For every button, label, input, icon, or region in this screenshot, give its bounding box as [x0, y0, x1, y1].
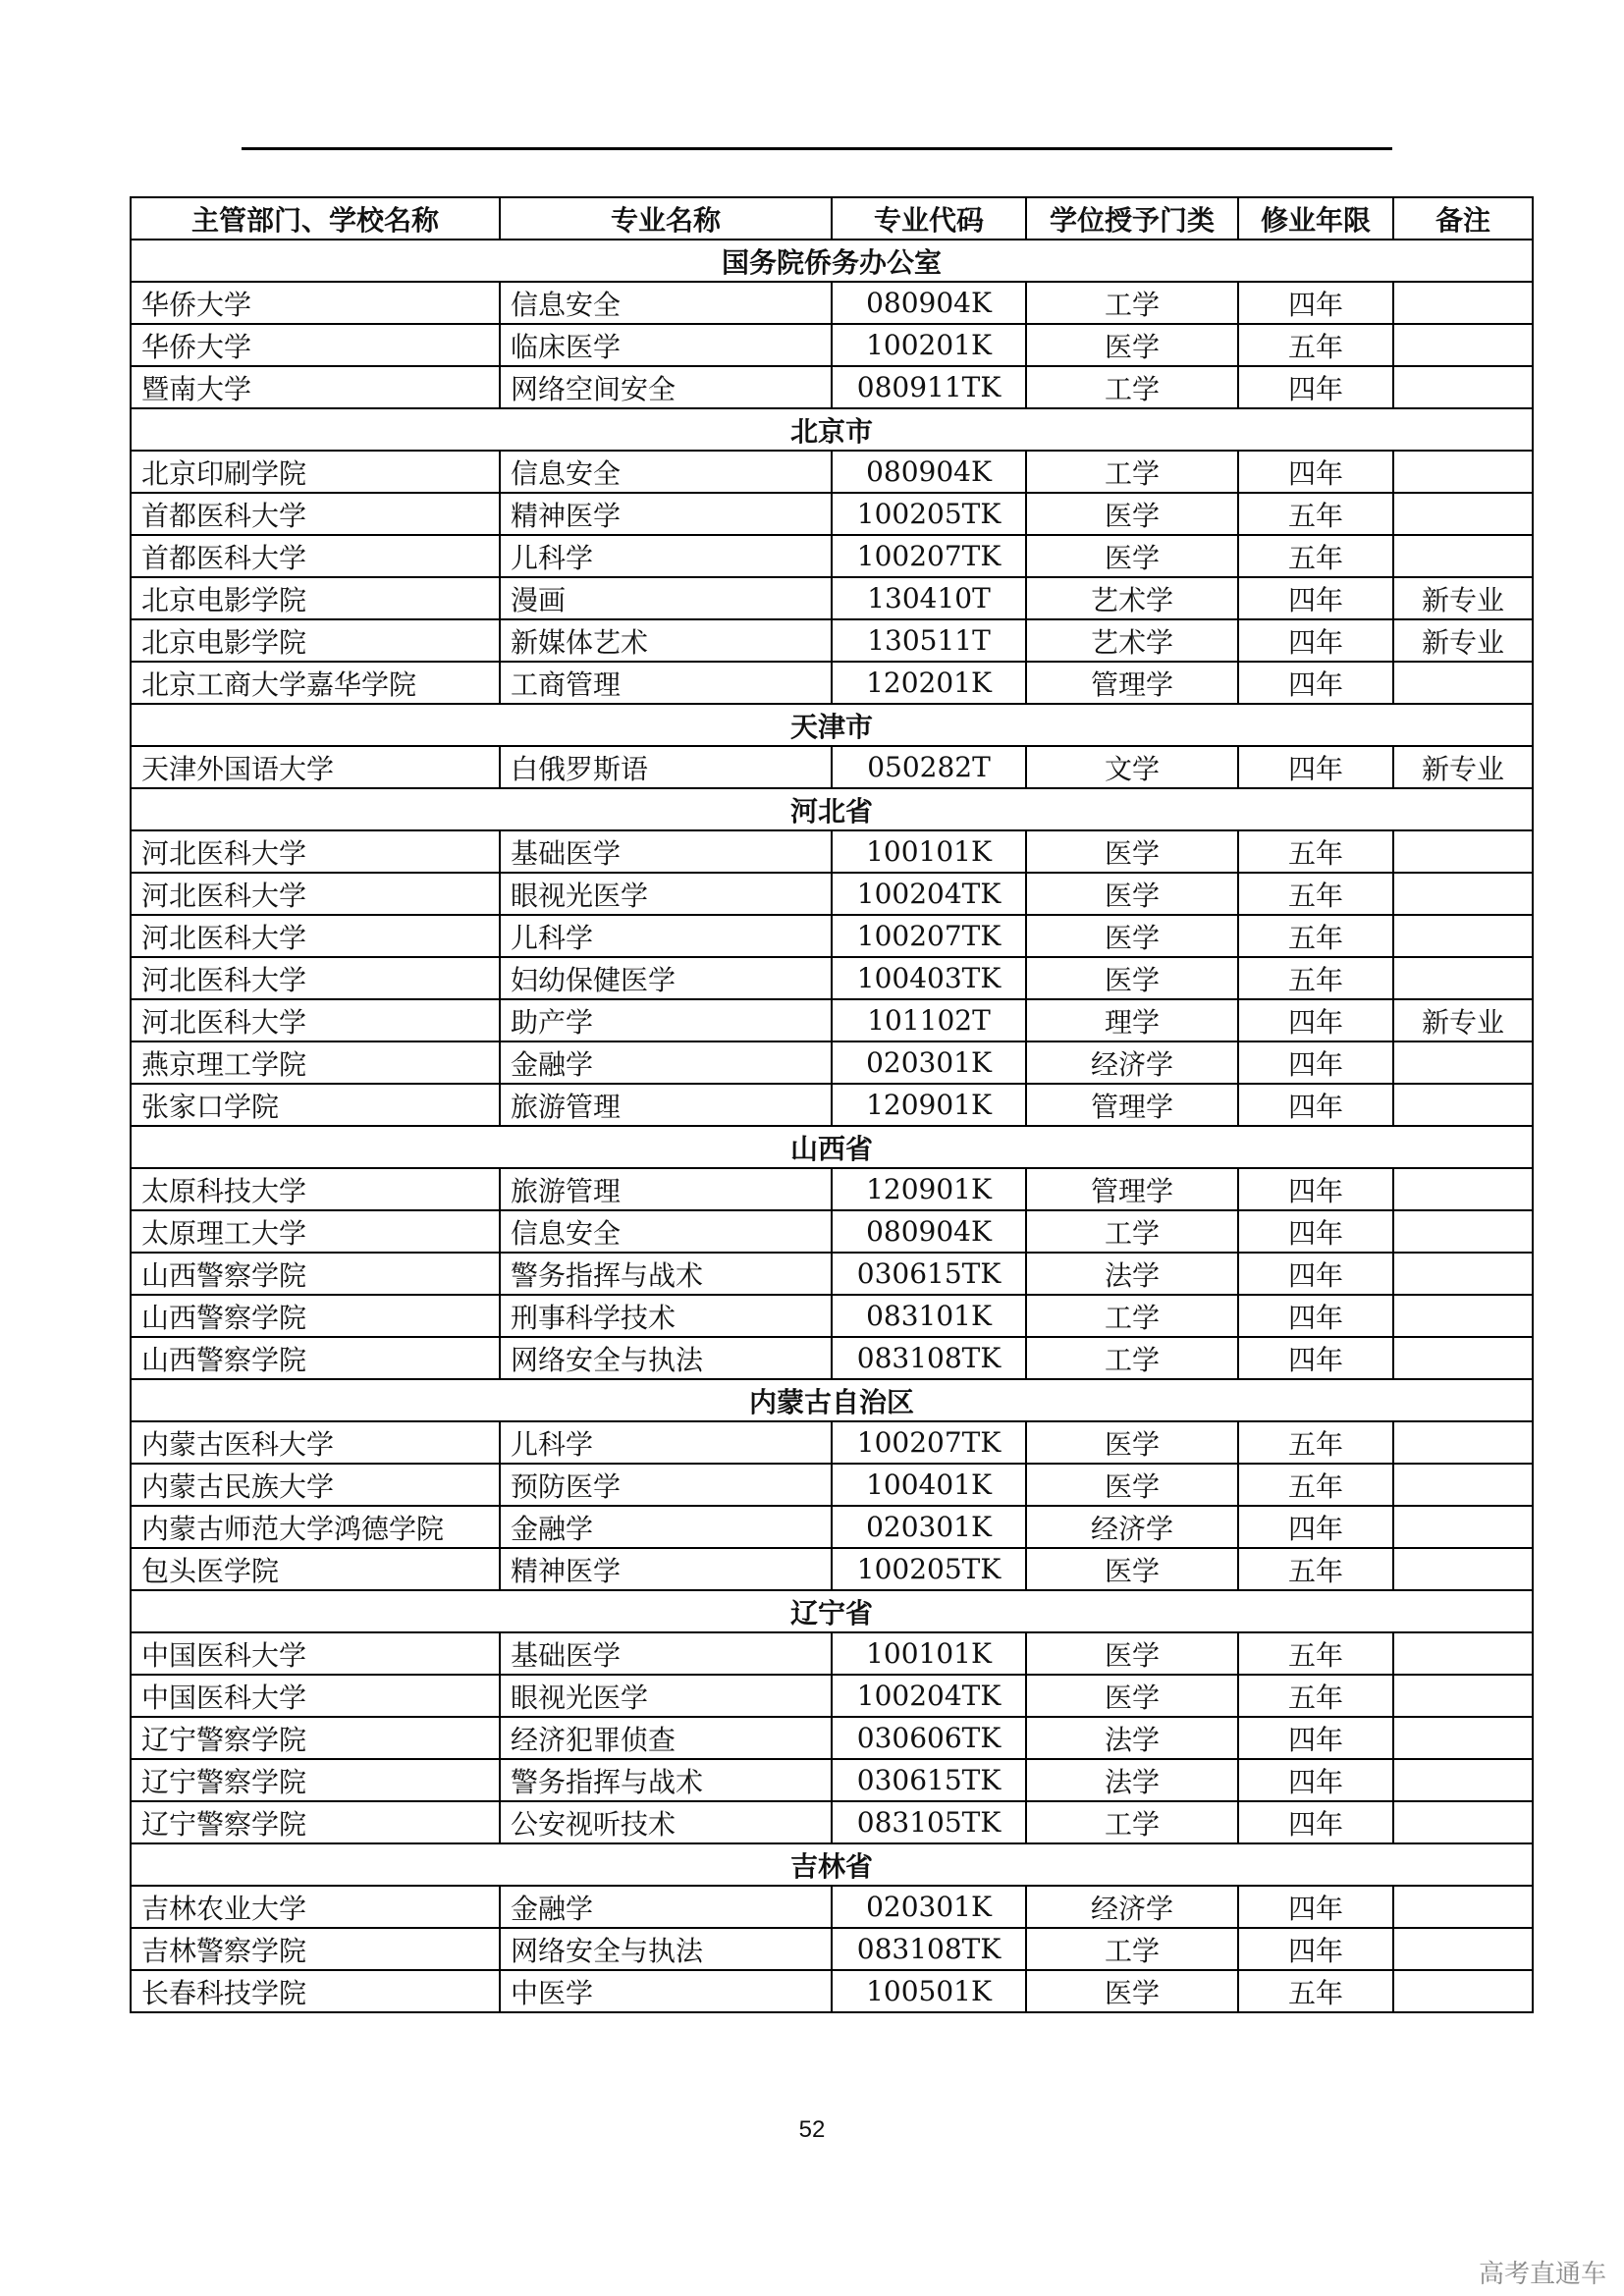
table-header-row	[131, 197, 1533, 240]
major-cell: 网络空间安全	[500, 366, 832, 408]
group-row	[131, 788, 1533, 830]
major-cell: 警务指挥与战术	[500, 1253, 832, 1295]
table-row	[131, 1041, 1533, 1084]
group-title: 内蒙古自治区	[131, 1379, 1533, 1421]
table-row	[131, 1464, 1533, 1506]
major-cell: 旅游管理	[500, 1084, 832, 1126]
header-code: 专业代码	[832, 197, 1026, 240]
code-cell: 100207TK	[832, 1421, 1026, 1464]
school-cell: 北京电影学院	[131, 577, 500, 619]
major-cell: 金融学	[500, 1506, 832, 1548]
school-cell: 华侨大学	[131, 324, 500, 366]
degree-cell: 经济学	[1026, 1041, 1238, 1084]
code-cell: 100207TK	[832, 535, 1026, 577]
note-cell	[1393, 493, 1533, 535]
years-cell: 五年	[1238, 1548, 1393, 1590]
code-cell: 100205TK	[832, 493, 1026, 535]
code-cell: 083108TK	[832, 1928, 1026, 1970]
note-cell	[1393, 1801, 1533, 1843]
group-title: 国务院侨务办公室	[131, 240, 1533, 282]
code-cell: 100101K	[832, 830, 1026, 873]
major-cell: 中医学	[500, 1970, 832, 2012]
note-cell	[1393, 324, 1533, 366]
school-cell: 内蒙古医科大学	[131, 1421, 500, 1464]
code-cell: 083101K	[832, 1295, 1026, 1337]
header-note: 备注	[1393, 197, 1533, 240]
school-cell: 北京印刷学院	[131, 451, 500, 493]
major-cell: 漫画	[500, 577, 832, 619]
years-cell: 五年	[1238, 1675, 1393, 1717]
code-cell: 020301K	[832, 1886, 1026, 1928]
table-row	[131, 493, 1533, 535]
table-row	[131, 451, 1533, 493]
school-cell: 辽宁警察学院	[131, 1717, 500, 1759]
table-body	[131, 240, 1533, 2012]
table-row	[131, 746, 1533, 788]
major-cell: 旅游管理	[500, 1168, 832, 1210]
group-row	[131, 1590, 1533, 1632]
note-cell	[1393, 830, 1533, 873]
table-row	[131, 282, 1533, 324]
code-cell: 030615TK	[832, 1253, 1026, 1295]
note-cell: 新专业	[1393, 999, 1533, 1041]
school-cell: 河北医科大学	[131, 999, 500, 1041]
years-cell: 四年	[1238, 1210, 1393, 1253]
major-cell: 儿科学	[500, 535, 832, 577]
school-cell: 内蒙古民族大学	[131, 1464, 500, 1506]
years-cell: 四年	[1238, 619, 1393, 662]
major-cell: 金融学	[500, 1886, 832, 1928]
table-row	[131, 1632, 1533, 1675]
page-number: 52	[798, 2116, 826, 2143]
degree-cell: 工学	[1026, 1210, 1238, 1253]
degree-cell: 工学	[1026, 1801, 1238, 1843]
years-cell: 四年	[1238, 1337, 1393, 1379]
degree-cell: 管理学	[1026, 1168, 1238, 1210]
note-cell	[1393, 1632, 1533, 1675]
note-cell	[1393, 1928, 1533, 1970]
school-cell: 首都医科大学	[131, 493, 500, 535]
watermark: 高考直通车	[1478, 2260, 1606, 2289]
degree-cell: 理学	[1026, 999, 1238, 1041]
group-title: 辽宁省	[131, 1590, 1533, 1632]
code-cell: 120901K	[832, 1084, 1026, 1126]
years-cell: 四年	[1238, 1295, 1393, 1337]
code-cell: 100401K	[832, 1464, 1026, 1506]
years-cell: 四年	[1238, 1759, 1393, 1801]
note-cell	[1393, 451, 1533, 493]
table-row	[131, 1168, 1533, 1210]
code-cell: 100501K	[832, 1970, 1026, 2012]
header-school: 主管部门、学校名称	[131, 197, 500, 240]
note-cell	[1393, 662, 1533, 704]
table-row	[131, 619, 1533, 662]
major-cell: 网络安全与执法	[500, 1337, 832, 1379]
group-row	[131, 1379, 1533, 1421]
school-cell: 长春科技学院	[131, 1970, 500, 2012]
school-cell: 吉林警察学院	[131, 1928, 500, 1970]
major-cell: 新媒体艺术	[500, 619, 832, 662]
school-cell: 山西警察学院	[131, 1337, 500, 1379]
table-row	[131, 1886, 1533, 1928]
degree-cell: 法学	[1026, 1717, 1238, 1759]
code-cell: 080911TK	[832, 366, 1026, 408]
code-cell: 100204TK	[832, 1675, 1026, 1717]
degree-cell: 工学	[1026, 1928, 1238, 1970]
code-cell: 100403TK	[832, 957, 1026, 999]
school-cell: 天津外国语大学	[131, 746, 500, 788]
years-cell: 五年	[1238, 1970, 1393, 2012]
header-major: 专业名称	[500, 197, 832, 240]
school-cell: 山西警察学院	[131, 1295, 500, 1337]
school-cell: 辽宁警察学院	[131, 1801, 500, 1843]
code-cell: 020301K	[832, 1041, 1026, 1084]
table-row	[131, 577, 1533, 619]
note-cell	[1393, 1548, 1533, 1590]
school-cell: 河北医科大学	[131, 957, 500, 999]
table-row	[131, 1421, 1533, 1464]
years-cell: 五年	[1238, 535, 1393, 577]
degree-cell: 艺术学	[1026, 577, 1238, 619]
degree-cell: 医学	[1026, 957, 1238, 999]
table-row	[131, 1295, 1533, 1337]
note-cell	[1393, 1253, 1533, 1295]
major-cell: 预防医学	[500, 1464, 832, 1506]
years-cell: 四年	[1238, 1041, 1393, 1084]
major-cell: 警务指挥与战术	[500, 1759, 832, 1801]
school-cell: 包头医学院	[131, 1548, 500, 1590]
group-title: 北京市	[131, 408, 1533, 451]
degree-cell: 文学	[1026, 746, 1238, 788]
years-cell: 四年	[1238, 662, 1393, 704]
years-cell: 四年	[1238, 1084, 1393, 1126]
school-cell: 张家口学院	[131, 1084, 500, 1126]
group-title: 河北省	[131, 788, 1533, 830]
code-cell: 120201K	[832, 662, 1026, 704]
code-cell: 120901K	[832, 1168, 1026, 1210]
code-cell: 101102T	[832, 999, 1026, 1041]
group-row	[131, 240, 1533, 282]
note-cell	[1393, 1210, 1533, 1253]
degree-cell: 医学	[1026, 1421, 1238, 1464]
degree-cell: 医学	[1026, 873, 1238, 915]
degree-cell: 医学	[1026, 1464, 1238, 1506]
table-row	[131, 957, 1533, 999]
school-cell: 河北医科大学	[131, 873, 500, 915]
years-cell: 四年	[1238, 746, 1393, 788]
major-cell: 信息安全	[500, 282, 832, 324]
school-cell: 北京电影学院	[131, 619, 500, 662]
major-cell: 刑事科学技术	[500, 1295, 832, 1337]
degree-cell: 工学	[1026, 1337, 1238, 1379]
years-cell: 五年	[1238, 1632, 1393, 1675]
school-cell: 燕京理工学院	[131, 1041, 500, 1084]
degree-cell: 法学	[1026, 1759, 1238, 1801]
years-cell: 四年	[1238, 1886, 1393, 1928]
years-cell: 四年	[1238, 1928, 1393, 1970]
note-cell	[1393, 1970, 1533, 2012]
major-cell: 信息安全	[500, 1210, 832, 1253]
table-row	[131, 535, 1533, 577]
group-title: 天津市	[131, 704, 1533, 746]
degree-cell: 医学	[1026, 493, 1238, 535]
note-cell	[1393, 1421, 1533, 1464]
table-row	[131, 999, 1533, 1041]
note-cell	[1393, 1759, 1533, 1801]
note-cell	[1393, 1084, 1533, 1126]
years-cell: 四年	[1238, 1801, 1393, 1843]
major-cell: 眼视光医学	[500, 873, 832, 915]
code-cell: 080904K	[832, 451, 1026, 493]
code-cell: 100201K	[832, 324, 1026, 366]
years-cell: 四年	[1238, 1253, 1393, 1295]
major-cell: 工商管理	[500, 662, 832, 704]
major-cell: 助产学	[500, 999, 832, 1041]
note-cell	[1393, 1041, 1533, 1084]
note-cell	[1393, 873, 1533, 915]
group-title: 吉林省	[131, 1843, 1533, 1886]
years-cell: 五年	[1238, 915, 1393, 957]
degree-cell: 医学	[1026, 535, 1238, 577]
table-row	[131, 1210, 1533, 1253]
code-cell: 020301K	[832, 1506, 1026, 1548]
school-cell: 首都医科大学	[131, 535, 500, 577]
note-cell	[1393, 1168, 1533, 1210]
years-cell: 四年	[1238, 451, 1393, 493]
school-cell: 河北医科大学	[131, 830, 500, 873]
years-cell: 五年	[1238, 873, 1393, 915]
note-cell	[1393, 1506, 1533, 1548]
major-cell: 儿科学	[500, 915, 832, 957]
note-cell	[1393, 1717, 1533, 1759]
table-row	[131, 1337, 1533, 1379]
school-cell: 太原理工大学	[131, 1210, 500, 1253]
table-row	[131, 1084, 1533, 1126]
table-row	[131, 1801, 1533, 1843]
years-cell: 四年	[1238, 999, 1393, 1041]
major-cell: 精神医学	[500, 493, 832, 535]
degree-cell: 管理学	[1026, 662, 1238, 704]
years-cell: 四年	[1238, 1506, 1393, 1548]
table-row	[131, 1717, 1533, 1759]
note-cell: 新专业	[1393, 746, 1533, 788]
years-cell: 四年	[1238, 577, 1393, 619]
degree-cell: 艺术学	[1026, 619, 1238, 662]
header-rule	[242, 147, 1392, 150]
years-cell: 五年	[1238, 830, 1393, 873]
header-degree: 学位授予门类	[1026, 197, 1238, 240]
group-row	[131, 1126, 1533, 1168]
code-cell: 100205TK	[832, 1548, 1026, 1590]
note-cell	[1393, 957, 1533, 999]
major-cell: 网络安全与执法	[500, 1928, 832, 1970]
code-cell: 030606TK	[832, 1717, 1026, 1759]
major-cell: 金融学	[500, 1041, 832, 1084]
table-row	[131, 1675, 1533, 1717]
degree-cell: 经济学	[1026, 1886, 1238, 1928]
code-cell: 100204TK	[832, 873, 1026, 915]
degree-cell: 医学	[1026, 1632, 1238, 1675]
table-row	[131, 873, 1533, 915]
note-cell	[1393, 282, 1533, 324]
major-cell: 公安视听技术	[500, 1801, 832, 1843]
note-cell: 新专业	[1393, 619, 1533, 662]
school-cell: 暨南大学	[131, 366, 500, 408]
table-row	[131, 1759, 1533, 1801]
code-cell: 030615TK	[832, 1759, 1026, 1801]
code-cell: 100207TK	[832, 915, 1026, 957]
degree-cell: 医学	[1026, 830, 1238, 873]
note-cell	[1393, 1295, 1533, 1337]
major-cell: 精神医学	[500, 1548, 832, 1590]
group-title: 山西省	[131, 1126, 1533, 1168]
note-cell	[1393, 915, 1533, 957]
years-cell: 四年	[1238, 1168, 1393, 1210]
degree-cell: 医学	[1026, 915, 1238, 957]
code-cell: 080904K	[832, 282, 1026, 324]
years-cell: 四年	[1238, 1717, 1393, 1759]
table-row	[131, 1970, 1533, 2012]
major-cell: 基础医学	[500, 1632, 832, 1675]
code-cell: 050282T	[832, 746, 1026, 788]
majors-table	[130, 196, 1534, 2013]
note-cell	[1393, 1337, 1533, 1379]
degree-cell: 医学	[1026, 1548, 1238, 1590]
table-row	[131, 1548, 1533, 1590]
major-cell: 经济犯罪侦查	[500, 1717, 832, 1759]
years-cell: 五年	[1238, 493, 1393, 535]
years-cell: 五年	[1238, 1464, 1393, 1506]
degree-cell: 工学	[1026, 282, 1238, 324]
code-cell: 080904K	[832, 1210, 1026, 1253]
table-row	[131, 1928, 1533, 1970]
school-cell: 北京工商大学嘉华学院	[131, 662, 500, 704]
years-cell: 五年	[1238, 324, 1393, 366]
school-cell: 辽宁警察学院	[131, 1759, 500, 1801]
school-cell: 山西警察学院	[131, 1253, 500, 1295]
major-cell: 临床医学	[500, 324, 832, 366]
school-cell: 华侨大学	[131, 282, 500, 324]
note-cell	[1393, 1675, 1533, 1717]
degree-cell: 医学	[1026, 1675, 1238, 1717]
years-cell: 四年	[1238, 282, 1393, 324]
school-cell: 内蒙古师范大学鸿德学院	[131, 1506, 500, 1548]
note-cell	[1393, 366, 1533, 408]
major-cell: 基础医学	[500, 830, 832, 873]
note-cell	[1393, 535, 1533, 577]
code-cell: 083105TK	[832, 1801, 1026, 1843]
degree-cell: 管理学	[1026, 1084, 1238, 1126]
major-cell: 妇幼保健医学	[500, 957, 832, 999]
major-cell: 信息安全	[500, 451, 832, 493]
code-cell: 083108TK	[832, 1337, 1026, 1379]
degree-cell: 医学	[1026, 1970, 1238, 2012]
group-row	[131, 704, 1533, 746]
school-cell: 中国医科大学	[131, 1675, 500, 1717]
years-cell: 五年	[1238, 1421, 1393, 1464]
degree-cell: 工学	[1026, 1295, 1238, 1337]
school-cell: 河北医科大学	[131, 915, 500, 957]
school-cell: 太原科技大学	[131, 1168, 500, 1210]
years-cell: 五年	[1238, 957, 1393, 999]
major-cell: 白俄罗斯语	[500, 746, 832, 788]
degree-cell: 法学	[1026, 1253, 1238, 1295]
degree-cell: 工学	[1026, 366, 1238, 408]
code-cell: 100101K	[832, 1632, 1026, 1675]
degree-cell: 经济学	[1026, 1506, 1238, 1548]
note-cell: 新专业	[1393, 577, 1533, 619]
table-row	[131, 915, 1533, 957]
group-row	[131, 408, 1533, 451]
school-cell: 吉林农业大学	[131, 1886, 500, 1928]
table-row	[131, 662, 1533, 704]
note-cell	[1393, 1464, 1533, 1506]
degree-cell: 医学	[1026, 324, 1238, 366]
years-cell: 四年	[1238, 366, 1393, 408]
major-cell: 儿科学	[500, 1421, 832, 1464]
major-cell: 眼视光医学	[500, 1675, 832, 1717]
code-cell: 130410T	[832, 577, 1026, 619]
note-cell	[1393, 1886, 1533, 1928]
table-row	[131, 324, 1533, 366]
degree-cell: 工学	[1026, 451, 1238, 493]
table-row	[131, 1253, 1533, 1295]
group-row	[131, 1843, 1533, 1886]
header-years: 修业年限	[1238, 197, 1393, 240]
school-cell: 中国医科大学	[131, 1632, 500, 1675]
table-row	[131, 1506, 1533, 1548]
table-row	[131, 830, 1533, 873]
code-cell: 130511T	[832, 619, 1026, 662]
table-row	[131, 366, 1533, 408]
